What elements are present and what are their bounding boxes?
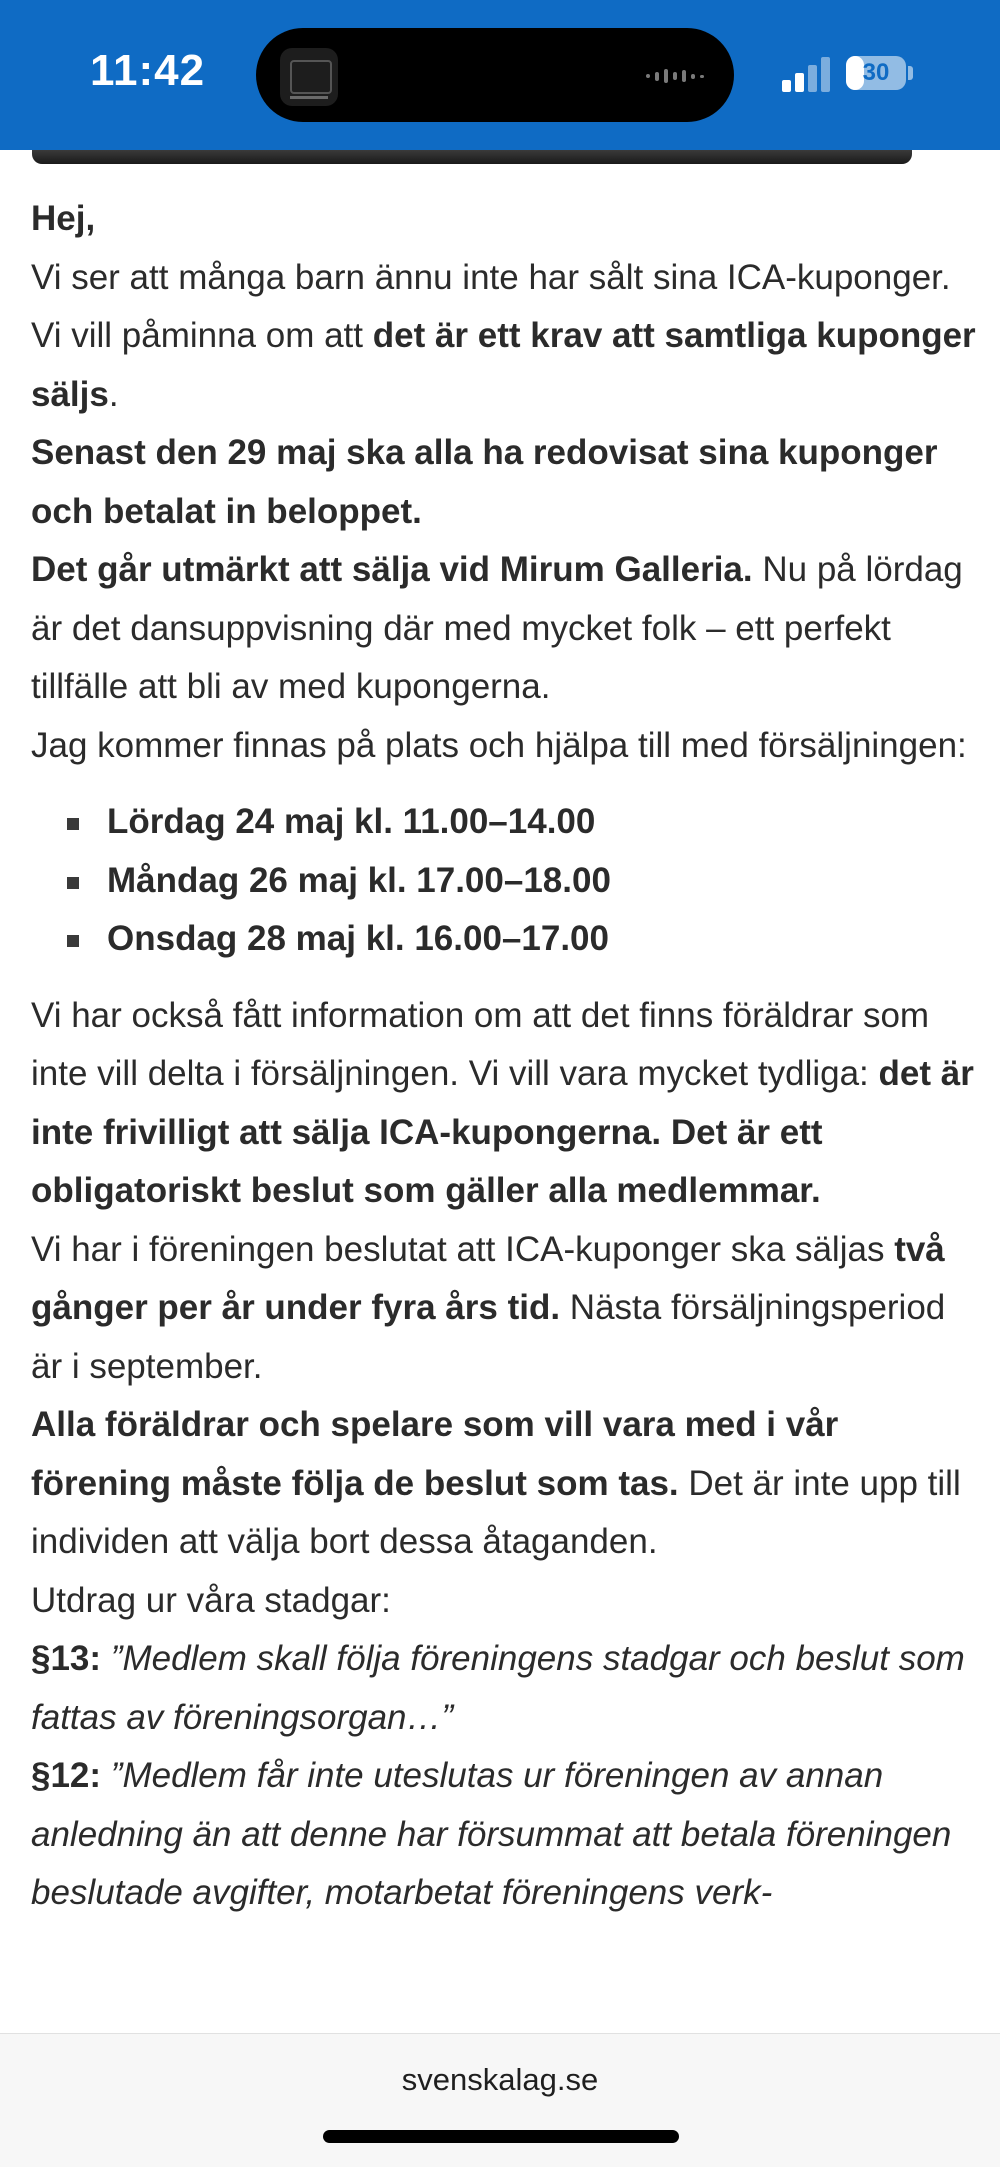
paragraph-statutes-intro: Utdrag ur våra stadgar:: [31, 1580, 391, 1620]
article-image-edge: [32, 150, 912, 164]
battery-percentage: 30: [862, 59, 890, 86]
paragraph-deadline: Senast den 29 maj ska alla ha redovisat sina kuponger och betalat in beloppet.: [31, 433, 938, 531]
paragraph-decision: Vi har i föreningen beslutat att ICA-kuponger ska säljas två gånger per år under fyra års tid. Nästa försäljningsperiod är i september.: [31, 1229, 946, 1386]
statute-13: §13: ”Medlem skall följa föreningens stadgar och beslut som fattas av föreningsorgan…”: [31, 1639, 965, 1737]
schedule-item: Onsdag 28 maj kl. 16.00–17.00: [31, 910, 976, 969]
battery-tip: [908, 66, 913, 80]
article-body: [31, 190, 976, 1923]
statute-12: §12: ”Medlem får inte uteslutas ur föreningen av annan anledning än att denne har försummat att betala föreningen beslutade avgifter, motarbetat föreningens verk-: [31, 1756, 952, 1912]
schedule-item: Måndag 26 maj kl. 17.00–18.00: [31, 852, 976, 911]
cellular-signal-icon: [782, 56, 830, 92]
browser-address-bar[interactable]: [0, 2033, 1000, 2167]
status-bar: [0, 0, 1000, 150]
home-indicator[interactable]: [323, 2130, 679, 2143]
battery-icon: [846, 56, 906, 90]
url-label[interactable]: svenskalag.se: [401, 2062, 599, 2097]
schedule-item: Lördag 24 maj kl. 11.00–14.00: [31, 793, 976, 852]
audio-waveform-icon: [646, 68, 708, 84]
greeting: Hej,: [31, 199, 96, 238]
live-activity-app-icon[interactable]: [280, 48, 338, 106]
paragraph-not-voluntary: Vi har också fått information om att det finns föräldrar som inte vill delta i försäljningen. Vi vill vara mycket tydliga: det är inte frivilligt att sälja ICA-kupongerna. Det är ett obligatoriskt beslut som gäller alla medlemmar.: [31, 995, 974, 1210]
paragraph-mirum-galleria: Det går utmärkt att sälja vid Mirum Galleria. Nu på lördag är det dansuppvisning där med mycket folk – ett perfekt tillfälle att bli av med kupongerna.: [31, 550, 963, 706]
paragraph-help-on-site: Jag kommer finnas på plats och hjälpa till med försäljningen:: [31, 725, 967, 765]
sales-schedule-list: [31, 793, 976, 969]
status-time: 11:42: [90, 46, 206, 95]
paragraph-all-must-follow: Alla föräldrar och spelare som vill vara med i vår förening måste följa de beslut som tas. Det är inte upp till individen att välja bort dessa åtaganden.: [31, 1405, 961, 1561]
dynamic-island[interactable]: [256, 28, 734, 122]
paragraph-coupons-reminder: Vi ser att många barn ännu inte har sålt sina ICA-kuponger. Vi vill påminna om att det är ett krav att samtliga kuponger säljs.: [31, 257, 976, 414]
